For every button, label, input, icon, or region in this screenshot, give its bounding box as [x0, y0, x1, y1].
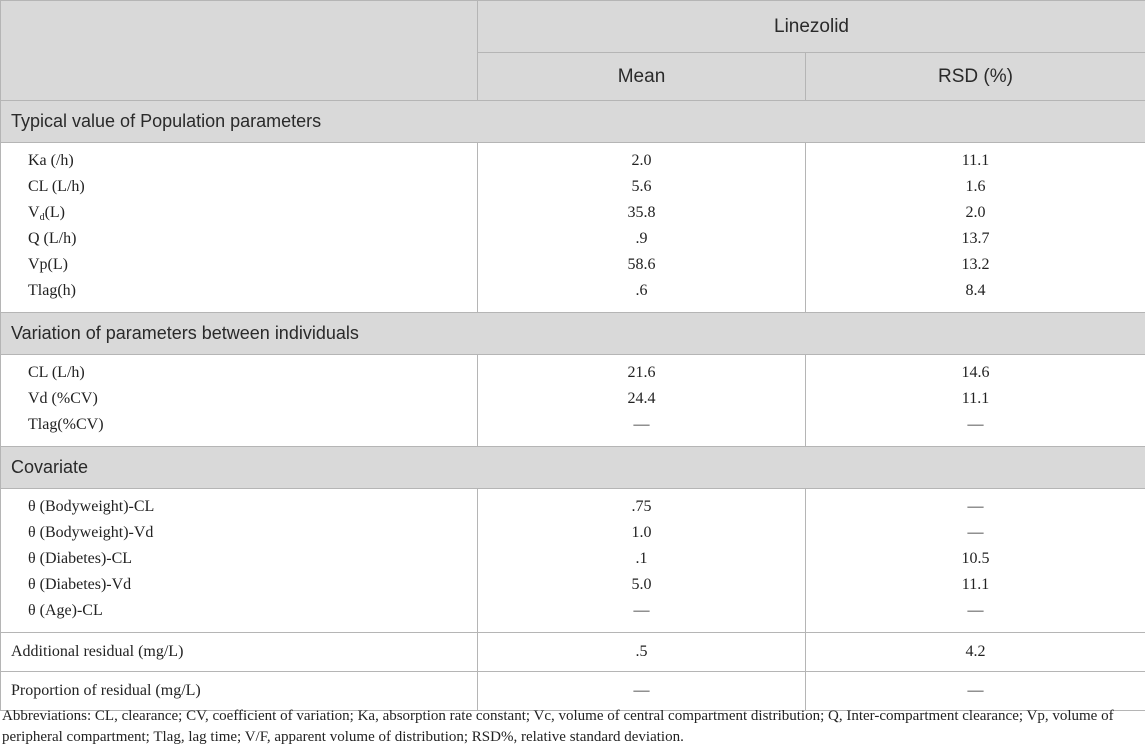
row-label: Tlag(h): [28, 278, 477, 304]
row-label: Vd (%CV): [28, 386, 477, 412]
row-label: CL (L/h): [28, 174, 477, 200]
mean-value: .75: [478, 494, 805, 520]
rsd-value: 13.7: [806, 226, 1145, 252]
table-row: [1, 672, 1145, 711]
rsd-value: —: [806, 672, 1145, 711]
rsd-value: 14.6: [806, 360, 1145, 386]
label-column: [1, 143, 478, 313]
rsd-value: 11.1: [806, 386, 1145, 412]
row-label: θ (Diabetes)-Vd: [28, 572, 477, 598]
table-row: [1, 633, 1145, 672]
rsd-value: 8.4: [806, 278, 1145, 304]
section-title: Covariate: [1, 447, 1145, 489]
header-rsd: RSD (%): [806, 53, 1145, 101]
label-subscript: d: [40, 212, 45, 223]
rsd-value: 2.0: [806, 200, 1145, 226]
table-footnote: Abbreviations: CL, clearance; CV, coefficient of variation; Ka, absorption rate constant; Vc, volume of central compartment distribution; Q, Inter-compartment clearance; Vp, volume of peripheral compartment; Tlag, lag time; V/F, apparent volume of distribution; RSD%, relative standard deviation.: [2, 706, 1142, 748]
rsd-value: 1.6: [806, 174, 1145, 200]
mean-value: .1: [478, 546, 805, 572]
row-label: CL (L/h): [28, 360, 477, 386]
row-label: Ka (/h): [28, 148, 477, 174]
mean-value: 21.6: [478, 360, 805, 386]
mean-value: 5.6: [478, 174, 805, 200]
rsd-value: 13.2: [806, 252, 1145, 278]
label-column: [1, 489, 478, 633]
label-rest: (L): [45, 204, 65, 221]
section-header: [1, 313, 1145, 355]
mean-value: 5.0: [478, 572, 805, 598]
mean-value: .9: [478, 226, 805, 252]
rsd-value: 11.1: [806, 148, 1145, 174]
row-label: Proportion of residual (mg/L): [1, 672, 478, 711]
label-column: [1, 355, 478, 447]
mean-column: [478, 489, 806, 633]
row-label: θ (Bodyweight)-Vd: [28, 520, 477, 546]
rsd-value: —: [806, 494, 1145, 520]
row-label: [28, 200, 477, 226]
rsd-value: 11.1: [806, 572, 1145, 598]
mean-column: [478, 143, 806, 313]
row-label: θ (Bodyweight)-CL: [28, 494, 477, 520]
label-main: V: [28, 204, 40, 221]
mean-value: —: [478, 598, 805, 624]
header-empty-cell: [1, 1, 478, 101]
rsd-column: [806, 489, 1145, 633]
rsd-value: 10.5: [806, 546, 1145, 572]
mean-value: 2.0: [478, 148, 805, 174]
mean-value: 35.8: [478, 200, 805, 226]
rsd-value: 4.2: [806, 633, 1145, 672]
rsd-value: —: [806, 598, 1145, 624]
rsd-column: [806, 143, 1145, 313]
header-mean: Mean: [478, 53, 806, 101]
section-title: Variation of parameters between individuals: [1, 313, 1145, 355]
mean-value: .6: [478, 278, 805, 304]
section-rows: [1, 143, 1145, 313]
mean-value: 58.6: [478, 252, 805, 278]
row-label: θ (Age)-CL: [28, 598, 477, 624]
mean-value: 24.4: [478, 386, 805, 412]
section-header: [1, 447, 1145, 489]
mean-value: —: [478, 672, 806, 711]
rsd-value: —: [806, 412, 1145, 438]
mean-column: [478, 355, 806, 447]
rsd-value: —: [806, 520, 1145, 546]
section-rows: [1, 355, 1145, 447]
section-title: Typical value of Population parameters: [1, 101, 1145, 143]
mean-value: —: [478, 412, 805, 438]
mean-value: .5: [478, 633, 806, 672]
header-drug-name: Linezolid: [478, 1, 1145, 53]
row-label: θ (Diabetes)-CL: [28, 546, 477, 572]
row-label: Q (L/h): [28, 226, 477, 252]
section-rows: [1, 489, 1145, 633]
row-label: Tlag(%CV): [28, 412, 477, 438]
row-label: Additional residual (mg/L): [1, 633, 478, 672]
row-label: Vp(L): [28, 252, 477, 278]
rsd-column: [806, 355, 1145, 447]
section-header: [1, 101, 1145, 143]
mean-value: 1.0: [478, 520, 805, 546]
